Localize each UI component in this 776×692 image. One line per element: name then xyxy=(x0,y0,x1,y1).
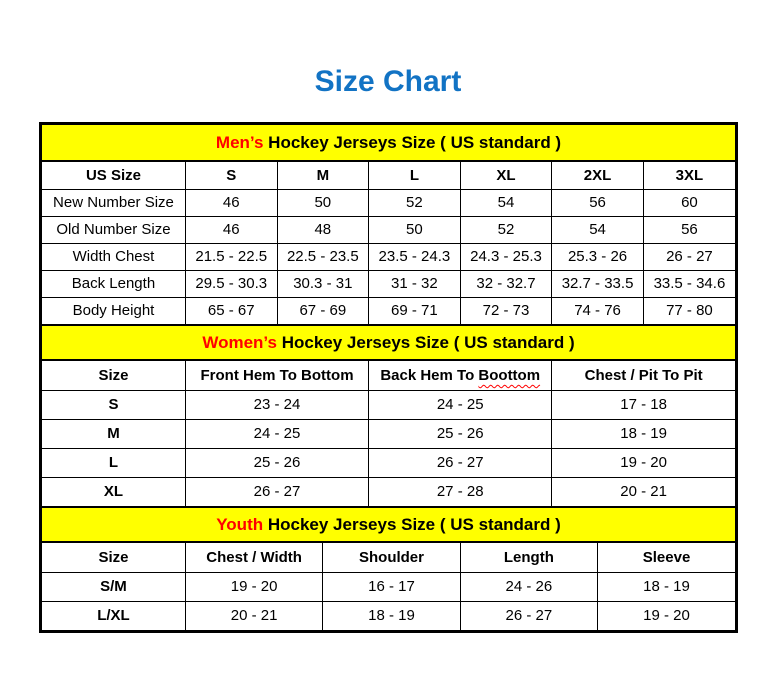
value-cell: 60 xyxy=(643,189,735,216)
value-cell: 48 xyxy=(277,216,369,243)
value-cell: 23.5 - 24.3 xyxy=(369,243,461,270)
value-cell: 18 - 19 xyxy=(552,419,735,448)
column-header: Chest / Width xyxy=(185,543,322,572)
table-row xyxy=(42,189,735,216)
value-cell: 52 xyxy=(460,216,552,243)
row-label: Width Chest xyxy=(42,243,185,270)
value-cell: 65 - 67 xyxy=(185,297,277,324)
column-header: US Size xyxy=(42,162,185,189)
row-label: L/XL xyxy=(42,601,185,630)
value-cell: 33.5 - 34.6 xyxy=(643,270,735,297)
table-row xyxy=(42,270,735,297)
value-cell: 32 - 32.7 xyxy=(460,270,552,297)
value-cell: 26 - 27 xyxy=(369,448,552,477)
header-row xyxy=(42,162,735,189)
value-cell: 25.3 - 26 xyxy=(552,243,644,270)
value-cell: 19 - 20 xyxy=(185,572,322,601)
value-cell: 32.7 - 33.5 xyxy=(552,270,644,297)
value-cell: 24 - 25 xyxy=(185,419,368,448)
column-header: Shoulder xyxy=(323,543,460,572)
column-header: 3XL xyxy=(643,162,735,189)
column-header: Chest / Pit To Pit xyxy=(552,361,735,390)
column-header: XL xyxy=(460,162,552,189)
banner-rest: Hockey Jerseys Size ( US standard ) xyxy=(263,514,561,534)
value-cell: 56 xyxy=(552,189,644,216)
value-cell: 72 - 73 xyxy=(460,297,552,324)
row-label: S xyxy=(42,390,185,419)
column-header: Size xyxy=(42,543,185,572)
banner xyxy=(42,125,735,162)
row-label: M xyxy=(42,419,185,448)
size-table xyxy=(42,162,735,324)
mens-section xyxy=(42,125,735,324)
table-row xyxy=(42,448,735,477)
table-row xyxy=(42,572,735,601)
header-row xyxy=(42,361,735,390)
table-row xyxy=(42,390,735,419)
value-cell: 25 - 26 xyxy=(185,448,368,477)
banner-highlight: Youth xyxy=(216,514,264,534)
value-cell: 52 xyxy=(369,189,461,216)
value-cell: 74 - 76 xyxy=(552,297,644,324)
row-label: Old Number Size xyxy=(42,216,185,243)
value-cell: 46 xyxy=(185,189,277,216)
value-cell: 21.5 - 22.5 xyxy=(185,243,277,270)
table-row xyxy=(42,297,735,324)
size-table xyxy=(42,543,735,630)
column-header: Length xyxy=(460,543,597,572)
column-header: L xyxy=(369,162,461,189)
value-cell: 24 - 26 xyxy=(460,572,597,601)
value-cell: 26 - 27 xyxy=(643,243,735,270)
value-cell: 50 xyxy=(277,189,369,216)
womens-section xyxy=(42,324,735,506)
value-cell: 29.5 - 30.3 xyxy=(185,270,277,297)
row-label: L xyxy=(42,448,185,477)
banner-highlight: Women’s xyxy=(202,332,277,352)
column-header: 2XL xyxy=(552,162,644,189)
value-cell: 23 - 24 xyxy=(185,390,368,419)
column-header: Size xyxy=(42,361,185,390)
row-label: Body Height xyxy=(42,297,185,324)
value-cell: 56 xyxy=(643,216,735,243)
misspelled-word: Boottom xyxy=(478,366,541,384)
table-row xyxy=(42,216,735,243)
value-cell: 54 xyxy=(552,216,644,243)
value-cell: 26 - 27 xyxy=(460,601,597,630)
banner-highlight: Men’s xyxy=(215,132,264,152)
value-cell: 67 - 69 xyxy=(277,297,369,324)
value-cell: 27 - 28 xyxy=(369,477,552,506)
row-label: Back Length xyxy=(42,270,185,297)
column-header: S xyxy=(185,162,277,189)
banner xyxy=(42,324,735,361)
table-row xyxy=(42,601,735,630)
size-tables xyxy=(39,122,738,633)
value-cell: 16 - 17 xyxy=(323,572,460,601)
value-cell: 69 - 71 xyxy=(369,297,461,324)
value-cell: 31 - 32 xyxy=(369,270,461,297)
value-cell: 50 xyxy=(369,216,461,243)
value-cell: 24.3 - 25.3 xyxy=(460,243,552,270)
value-cell: 54 xyxy=(460,189,552,216)
column-header: Sleeve xyxy=(598,543,735,572)
column-header: Front Hem To Bottom xyxy=(185,361,368,390)
value-cell: 22.5 - 23.5 xyxy=(277,243,369,270)
value-cell: 25 - 26 xyxy=(369,419,552,448)
table-row xyxy=(42,477,735,506)
value-cell: 24 - 25 xyxy=(369,390,552,419)
banner-rest: Hockey Jerseys Size ( US standard ) xyxy=(263,132,562,152)
banner-rest: Hockey Jerseys Size ( US standard ) xyxy=(276,332,575,352)
value-cell: 19 - 20 xyxy=(552,448,735,477)
column-header: M xyxy=(277,162,369,189)
value-cell: 26 - 27 xyxy=(185,477,368,506)
header-row xyxy=(42,543,735,572)
row-label: XL xyxy=(42,477,185,506)
size-table xyxy=(42,361,735,506)
banner xyxy=(42,506,735,543)
value-cell: 20 - 21 xyxy=(185,601,322,630)
value-cell: 17 - 18 xyxy=(552,390,735,419)
value-cell: 18 - 19 xyxy=(323,601,460,630)
column-header: Back Hem To Boottom xyxy=(369,361,552,390)
page-title: Size Chart xyxy=(314,65,462,98)
value-cell: 18 - 19 xyxy=(598,572,735,601)
value-cell: 77 - 80 xyxy=(643,297,735,324)
value-cell: 20 - 21 xyxy=(552,477,735,506)
value-cell: 46 xyxy=(185,216,277,243)
row-label: S/M xyxy=(42,572,185,601)
value-cell: 30.3 - 31 xyxy=(277,270,369,297)
youth-section xyxy=(42,506,735,630)
table-row xyxy=(42,243,735,270)
value-cell: 19 - 20 xyxy=(598,601,735,630)
table-row xyxy=(42,419,735,448)
row-label: New Number Size xyxy=(42,189,185,216)
